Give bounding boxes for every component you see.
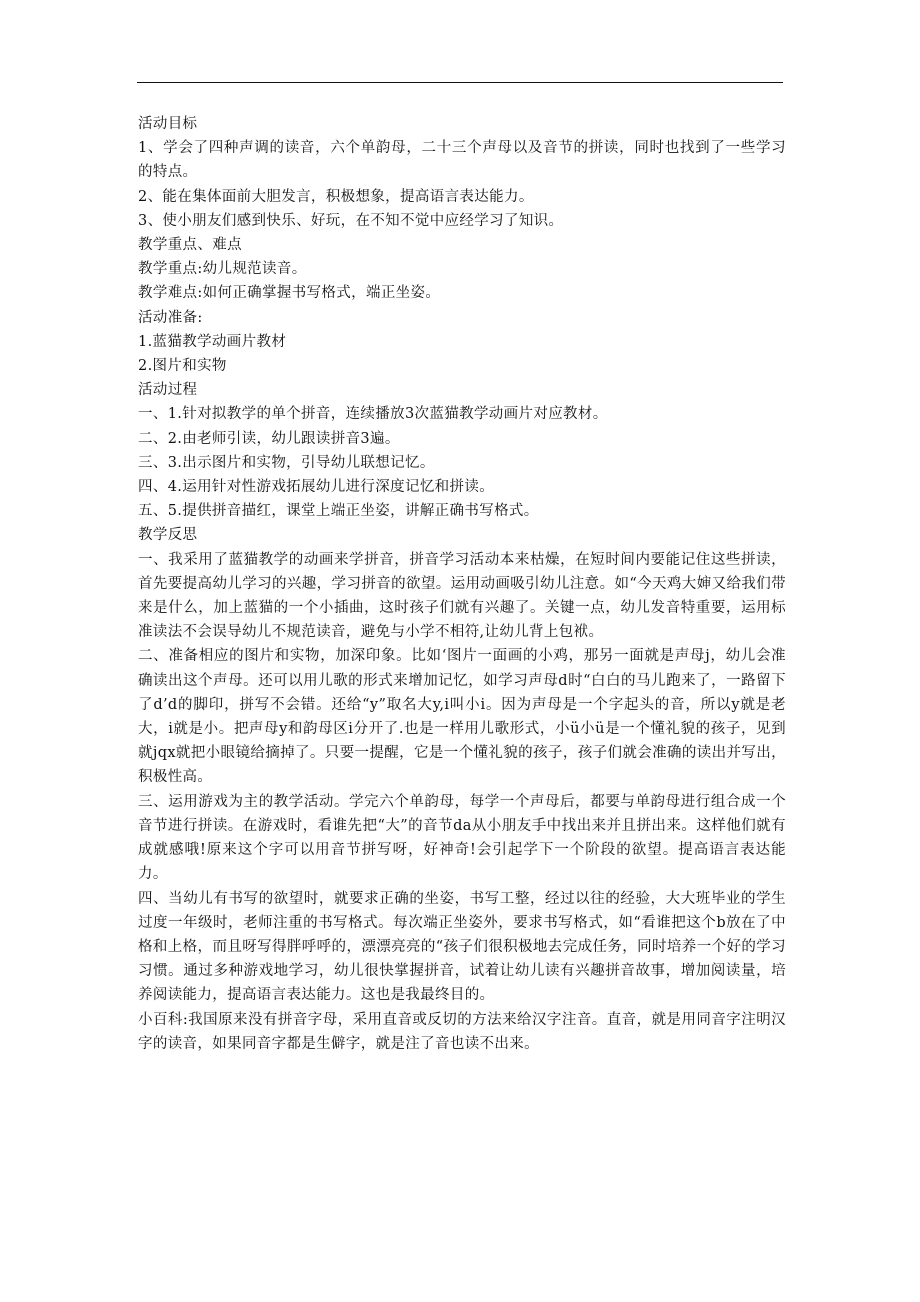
encyclopedia-note: 小百科:我国原来没有拼音字母，采用直音或反切的方法来给汉字注音。直音，就是用同音字注明汉字的读音，如果同音字都是生僻字，就是注了音也读不出来。 [138, 1011, 786, 1052]
document-body [138, 112, 786, 1056]
goal-item-2: 2、能在集体面前大胆发言，积极想象，提高语言表达能力。 [138, 188, 534, 205]
goal-item-1: 1、学会了四种声调的读音，六个单韵母，二十三个声母以及音节的拼读，同时也找到了一些学习的特点。 [138, 140, 786, 181]
heading-preparation: 活动准备: [138, 309, 203, 326]
header-rule [137, 82, 783, 83]
process-step-4: 四、4.运用针对性游戏拓展幼儿进行深度记忆和拼读。 [138, 479, 495, 496]
reflection-paragraph-3: 三、运用游戏为主的教学活动。学完六个单韵母，每学一个声母后，都要与单韵母进行组合成一个音节进行拼读。在游戏时，看谁先把“大”的音节da从小朋友手中找出来并且拼出来。这样他们就有成就感哦!原来这个字可以用音节拼写呀，好神奇!会引起学下一个阶段的欲望。提高语言表达能力。 [138, 793, 786, 883]
process-step-1: 一、1.针对拟教学的单个拼音，连续播放3次蓝猫教学动画片对应教材。 [138, 406, 608, 423]
heading-activity-goals: 活动目标 [138, 116, 198, 132]
reflection-paragraph-1: 一、我采用了蓝猫教学的动画来学拼音，拼音学习活动本来枯燥，在短时间内要能记住这些拼读，首先要提高幼儿学习的兴趣，学习拼音的欲望。运用动画吸引幼儿注意。如“今天鸡大婶又给我们带来是什么，加上蓝猫的一个小插曲，这时孩子们就有兴趣了。关键一点，幼儿发音特重要，运用标准读法不会误导幼儿不规范读音，避免与小学不相符,让幼儿背上包袱。 [138, 551, 786, 641]
heading-process: 活动过程 [138, 382, 198, 399]
reflection-paragraph-2: 二、准备相应的图片和实物，加深印象。比如‘图片一面画的小鸡，那另一面就是声母j，幼儿会准确读出这个声母。还可以用儿歌的形式来增加记忆，如学习声母d时“白白的马儿跑来了，一路留下了d’d的脚印，拼写不会错。还给“y”取名大y,i叫小i。因为声母是一个字起头的音，所以y就是老大，i就是小。把声母y和韵母区i分开了.也是一样用儿歌形式，小ü小ü是一个懂礼貌的孩子，见到就jqx就把小眼镜给摘掉了。只要一提醒，它是一个懂礼貌的孩子，孩子们就会准确的读出并写出，积极性高。 [138, 648, 787, 786]
key-point: 教学重点:幼儿规范读音。 [138, 261, 307, 278]
process-step-5: 五、5.提供拼音描红，课堂上端正坐姿，讲解正确书写格式。 [138, 503, 539, 520]
reflection-paragraph-4: 四、当幼儿有书写的欲望时，就要求正确的坐姿，书写工整，经过以往的经验，大大班毕业的学生过度一年级时，老师注重的书写格式。每次端正坐姿外，要求书写格式，如“看谁把这个b放在了中格和上格，而且呀写得胖呼呼的，漂漂亮亮的“孩子们很积极地去完成任务，同时培养一个好的学习习惯。通过多种游戏地学习，幼儿很快掌握拼音，试着让幼儿读有兴趣拼音故事，增加阅读量，培养阅读能力，提高语言表达能力。这也是我最终目的。 [138, 890, 786, 1004]
heading-key-points: 教学重点、难点 [138, 237, 242, 254]
difficult-point: 教学难点:如何正确掌握书写格式，端正坐姿。 [138, 285, 441, 302]
heading-reflection: 教学反思 [138, 527, 198, 544]
process-step-2: 二、2.由老师引读，幼儿跟读拼音3遍。 [138, 430, 400, 447]
preparation-item-2: 2.图片和实物 [138, 358, 227, 375]
process-step-3: 三、3.出示图片和实物，引导幼儿联想记忆。 [138, 454, 435, 471]
preparation-item-1: 1.蓝猫教学动画片教材 [138, 333, 287, 350]
goal-item-3: 3、使小朋友们感到快乐、好玩，在不知不觉中应经学习了知识。 [138, 212, 564, 229]
